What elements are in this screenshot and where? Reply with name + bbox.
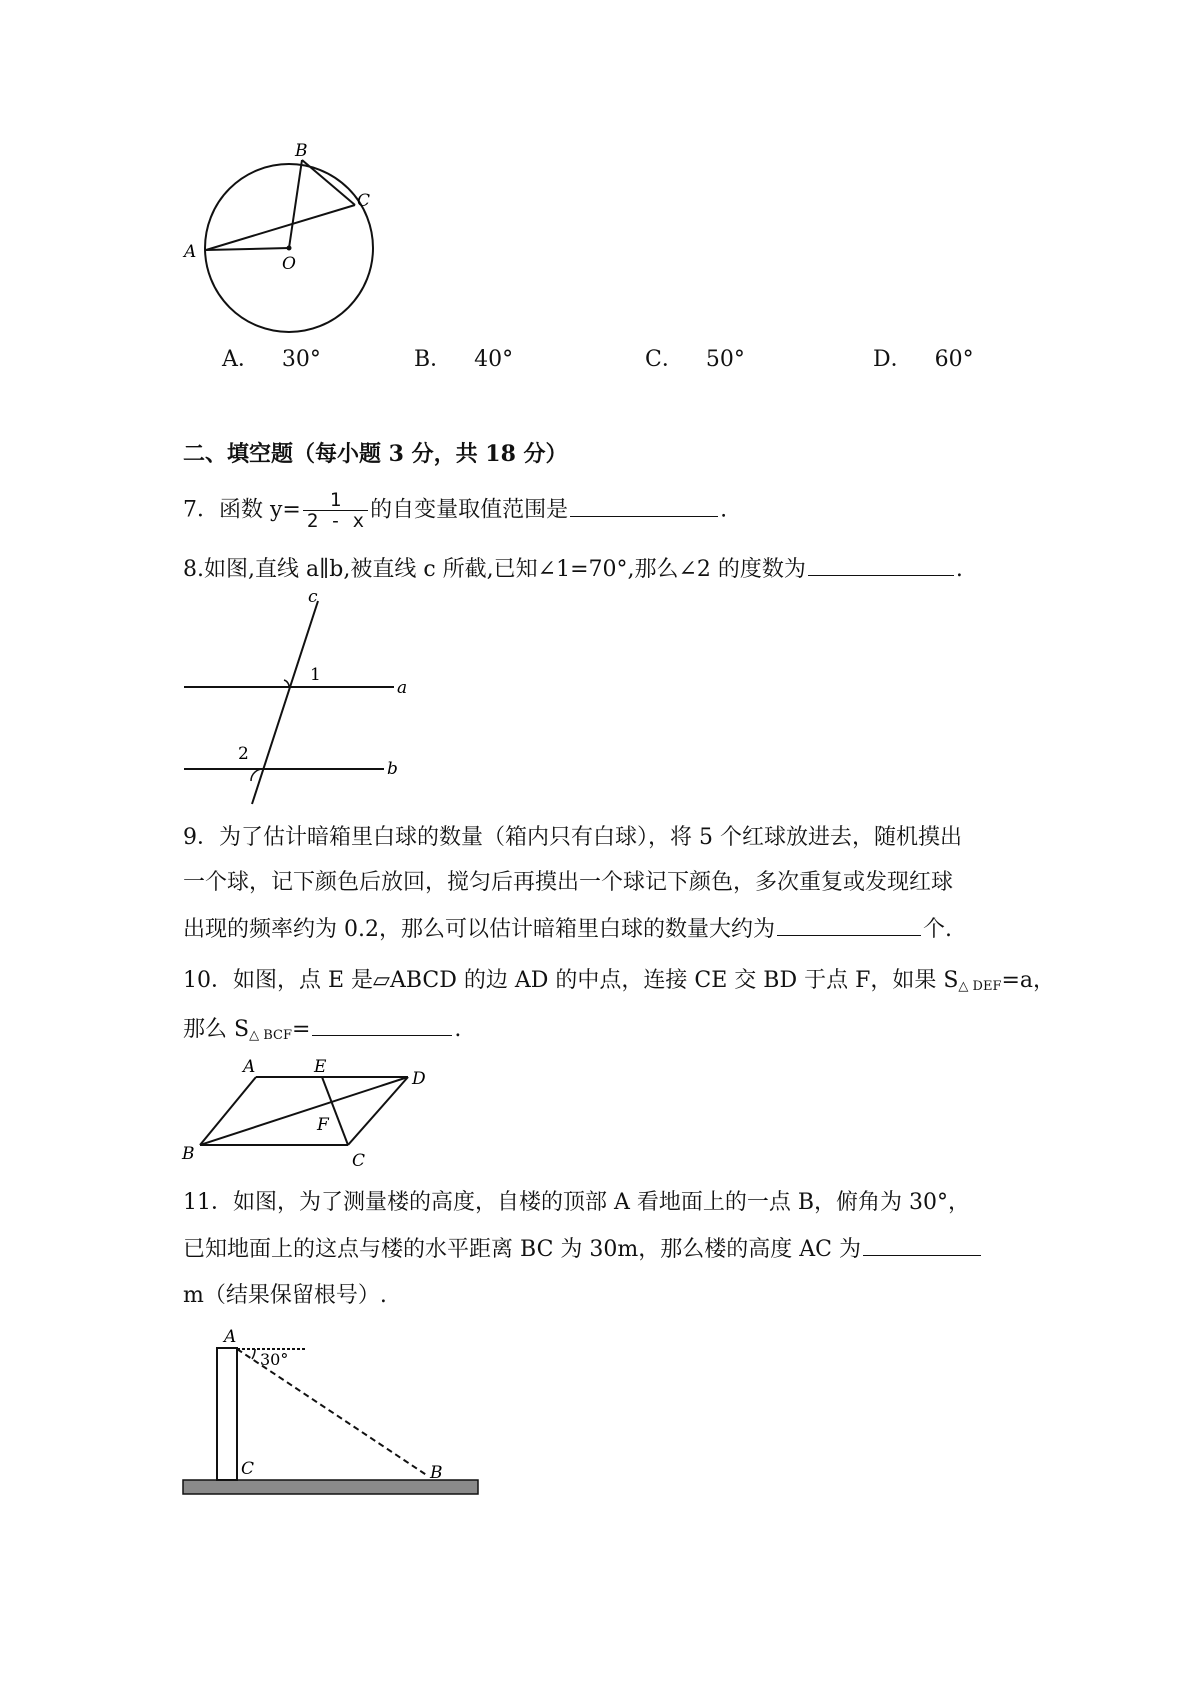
label-b: B — [430, 1463, 443, 1483]
label-a: A — [243, 1057, 256, 1077]
parallel-lines-figure — [180, 588, 420, 808]
label-o: O — [282, 254, 296, 274]
label-a: A — [224, 1327, 237, 1347]
building-figure — [180, 1318, 480, 1498]
option-a: A． 30° — [222, 347, 321, 372]
label-angle: 30° — [260, 1350, 289, 1369]
building — [217, 1348, 237, 1480]
label-b: b — [387, 759, 398, 779]
angle-1-arc — [284, 680, 289, 687]
label-e: E — [314, 1057, 327, 1077]
label-c: C — [241, 1459, 255, 1479]
segment-ac — [206, 205, 355, 250]
answer-blank-7[interactable] — [570, 494, 718, 517]
parallelogram-figure — [180, 1050, 450, 1170]
option-d: D． 60° — [873, 347, 974, 372]
circle-figure — [170, 140, 380, 340]
line-c — [252, 601, 318, 804]
question-9-line-2: 一个球，记下颜色后放回，搅匀后再摸出一个球记下颜色，多次重复或发现红球 — [183, 870, 954, 895]
label-2: 2 — [238, 744, 249, 764]
label-f: F — [317, 1115, 329, 1135]
label-1: 1 — [310, 665, 321, 685]
answer-blank-11[interactable] — [863, 1233, 981, 1256]
question-7: 7．函数 y= $\frac{1}{2 - x}$ 的自变量取值范围是 . — [183, 489, 728, 532]
label-b: B — [295, 141, 308, 161]
label-c: c — [308, 588, 318, 607]
label-c: C — [352, 1151, 366, 1170]
option-c: C． 50° — [645, 347, 745, 372]
label-a: A — [184, 242, 197, 262]
question-11-line-2: 已知地面上的这点与楼的水平距离 BC 为 30m，那么楼的高度 AC 为 — [183, 1233, 983, 1265]
question-8: 8.如图,直线 a∥b,被直线 c 所截,已知∠1=70°,那么∠2 的度数为 . — [183, 553, 963, 585]
section-heading: 二、填空题（每小题 3 分，共 18 分） — [183, 441, 568, 467]
label-c: C — [357, 191, 371, 211]
question-10-line-1: 10．如图，点 E 是▱ABCD 的边 AD 的中点，连接 CE 交 BD 于点 F，如果 $S_{\triangle DEF}=a$， — [183, 968, 1056, 994]
question-11-line-1: 11．如图，为了测量楼的高度，自楼的顶部 A 看地面上的一点 B，俯角为 30°， — [183, 1190, 971, 1215]
question-9-line-3: 出现的频率约为 0.2，那么可以估计暗箱里白球的数量大约为 个. — [183, 913, 952, 945]
label-b: B — [182, 1144, 195, 1164]
question-10-line-2: 那么 $S_{\triangle BCF}=$ . — [183, 1013, 461, 1051]
label-d: D — [412, 1069, 426, 1089]
segment-oa — [206, 248, 289, 250]
label-a: a — [397, 678, 408, 698]
angle-arc — [252, 1349, 255, 1359]
question-11-line-3: m（结果保留根号）. — [183, 1283, 387, 1308]
center-point-o — [287, 246, 292, 251]
question-9-line-1: 9．为了估计暗箱里白球的数量（箱内只有白球），将 5 个红球放进去，随机摸出 — [183, 825, 962, 850]
segment-bc — [302, 160, 355, 205]
answer-blank-9[interactable] — [777, 913, 921, 936]
answer-blank-8[interactable] — [808, 553, 954, 576]
option-b: B． 40° — [414, 347, 514, 372]
answer-blank-10[interactable] — [312, 1013, 452, 1036]
fraction: $\frac{1}{2 - x}$ — [303, 490, 368, 531]
segment-ob — [289, 160, 302, 248]
